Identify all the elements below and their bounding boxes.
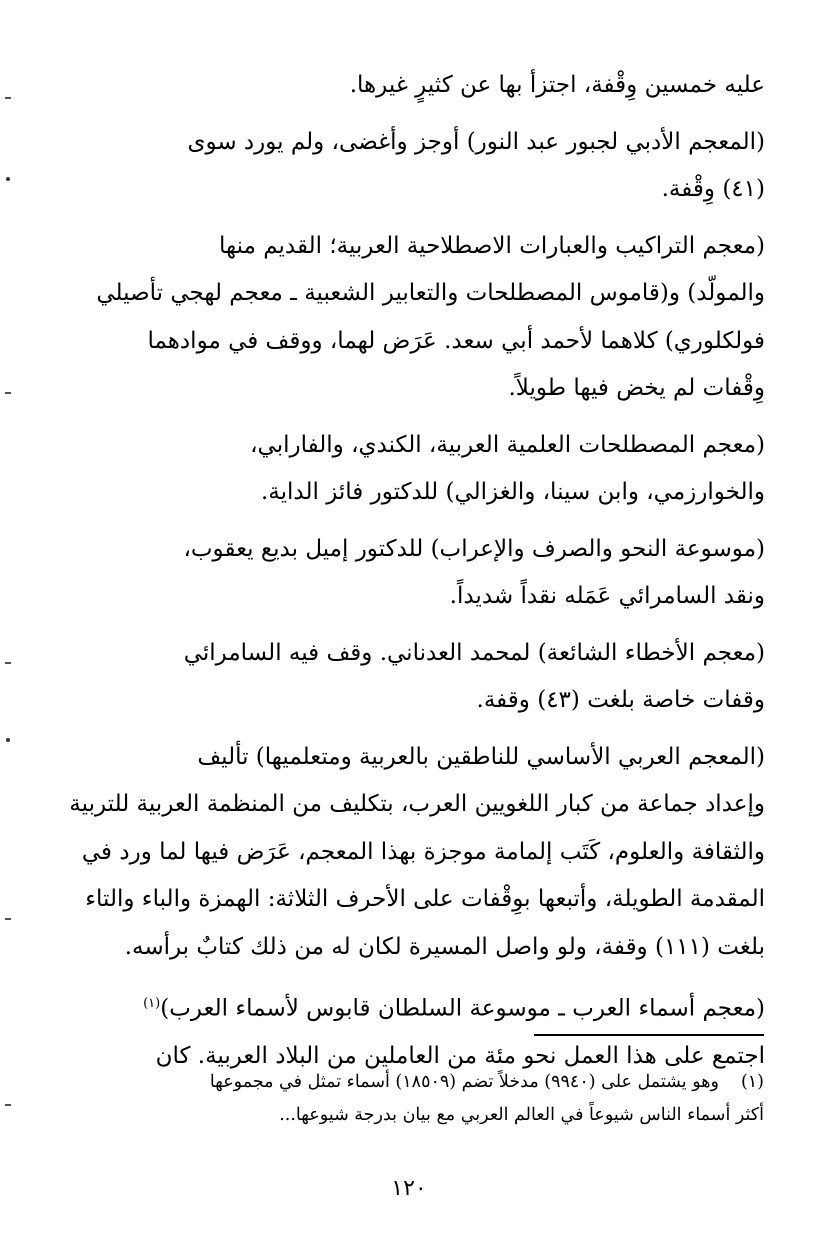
text-line: والمولّد) و(قاموس المصطلحات والتعابير الشعبية ـ معجم لهجي تأصيلي <box>96 280 765 306</box>
text-line: وإعداد جماعة من كبار اللغويين العرب، بتكليف من المنظمة العربية للتربية <box>69 791 765 817</box>
text-line-content: (معجم أسماء العرب ـ موسوعة السلطان قابوس لأسماء العرب) <box>160 995 765 1022</box>
margin-mark <box>5 918 11 920</box>
margin-mark <box>5 662 11 664</box>
page-number: ١٢٠ <box>391 1176 427 1201</box>
margin-mark <box>6 738 10 742</box>
paragraph-2 <box>100 119 765 214</box>
text-line: ونقد السامرائي عَمَله نقداً شديداً. <box>449 583 765 609</box>
margin-mark <box>6 177 10 181</box>
footnote-line <box>96 1066 764 1099</box>
text-line: وِقْفات لم يخض فيها طويلاً. <box>508 375 765 401</box>
paragraph-6 <box>100 630 765 725</box>
text-line: (معجم الأخطاء الشائعة) لمحمد العدناني. وقف فيه السامرائي <box>183 639 765 666</box>
text-line: وقفات خاصة بلغت (٤٣) وقفة. <box>476 687 765 713</box>
text-line: بلغت (١١١) وقفة، ولو واصل المسيرة لكان له من ذلك كتابٌ برأسه. <box>124 933 765 960</box>
text-line <box>100 980 765 1033</box>
text-line: اجتمع على هذا العمل نحو مئة من العاملين من البلاد العربية. كان <box>155 1043 765 1070</box>
text-line: (٤١) وِقْفة. <box>661 176 765 202</box>
footnote <box>96 1066 764 1132</box>
paragraph-1 <box>100 62 765 110</box>
text-line: عليه خمسين وِقْفة، اجتزأ بها عن كثيرٍ غيرها. <box>349 72 765 98</box>
margin-mark <box>5 97 11 99</box>
text-line: (معجم التراكيب والعبارات الاصطلاحية العربية؛ القديم منها <box>219 232 765 259</box>
text-line: (المعجم الأدبي لجبور عبد النور) أوجز وأغضى، ولم يورد سوى <box>187 128 765 155</box>
footnote-line: أكثر أسماء الناس شيوعاً في العالم العربي مع بيان بدرجة شيوعها... <box>279 1105 764 1125</box>
footnote-number: (١) <box>740 1072 764 1092</box>
text-line: (موسوعة النحو والصرف والإعراب) للدكتور إميل بديع يعقوب، <box>183 535 765 562</box>
main-text <box>69 62 765 1090</box>
margin-mark <box>5 1104 11 1106</box>
footnote-separator <box>534 1034 764 1036</box>
paragraph-5 <box>100 526 765 621</box>
margin-mark <box>5 392 11 394</box>
text-line: المقدمة الطويلة، وأتبعها بوِقْفات على الأحرف الثلاثة: الهمزة والباء والتاء <box>85 886 765 912</box>
paragraph-7 <box>69 734 765 972</box>
text-line: والخوارزمي، وابن سينا، والغزالي) للدكتور فائز الداية. <box>260 479 765 505</box>
paragraph-4 <box>100 422 765 517</box>
paragraph-3 <box>96 223 765 413</box>
footnote-text: وهو يشتمل على (٩٩٤٠) مدخلاً تضم (١٨٥٠٩) أسماء تمثل في مجموعها <box>209 1072 719 1092</box>
text-line: والثقافة والعلوم، كَتَب إلمامة موجزة بهذا المعجم، عَرَض فيها لما ورد في <box>81 838 765 865</box>
text-line: (المعجم العربي الأساسي للناطقين بالعربية ومتعلميها) تأليف <box>197 743 765 770</box>
text-line: (معجم المصطلحات العلمية العربية، الكندي، والفارابي، <box>250 431 765 458</box>
text-line: فولكلوري) كلاهما لأحمد أبي سعد. عَرَض لهما، ووقف في موادهما <box>147 327 765 354</box>
footnote-reference[interactable]: (١) <box>143 996 161 1011</box>
